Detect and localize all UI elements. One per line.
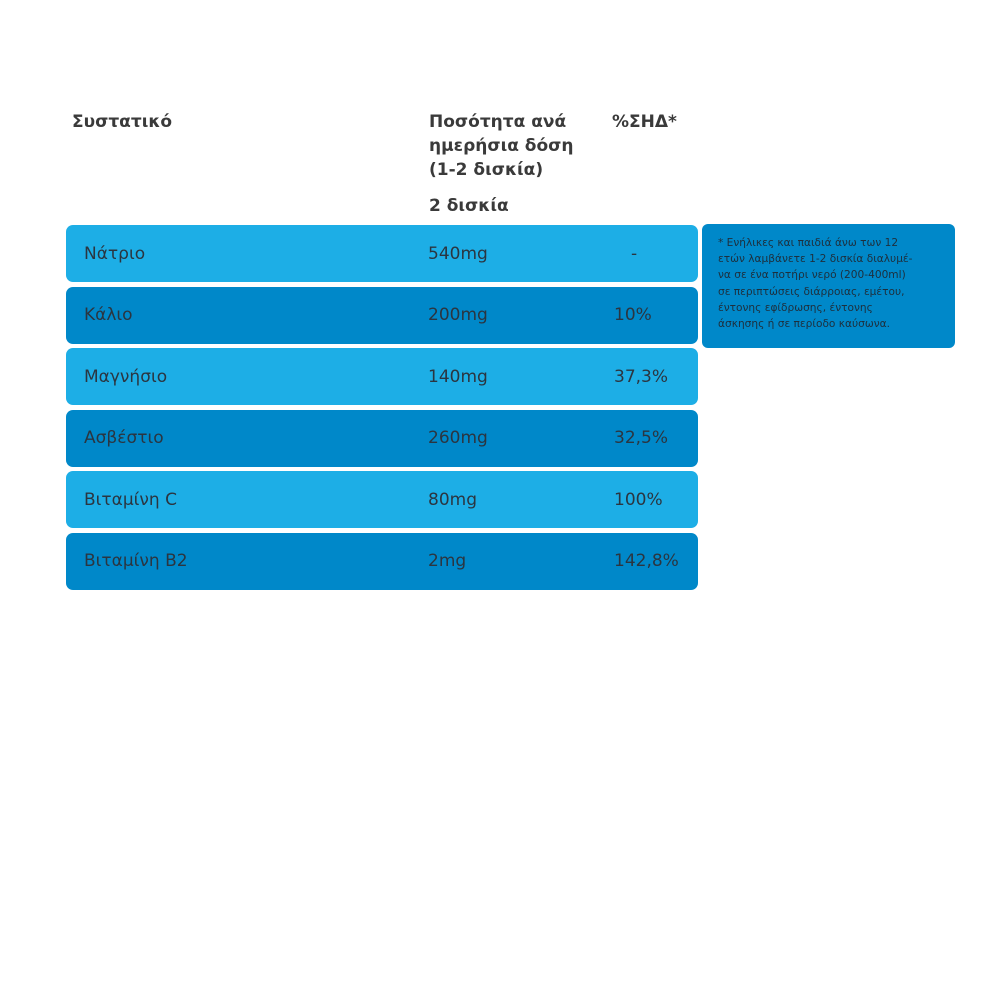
footnote-line: έντονης εφίδρωσης, έντονης: [718, 301, 873, 314]
footnote-line: να σε ένα ποτήρι νερό (200-400ml): [718, 269, 906, 282]
table-row: [66, 348, 698, 405]
ingredient-quantity: 540mg: [428, 243, 488, 264]
quantity-header-line: (1-2 δισκία): [429, 160, 544, 180]
quantity-header-line: Ποσότητα ανά: [429, 112, 567, 132]
rda-column-header: %ΣΗΔ*: [612, 112, 677, 132]
ingredient-name: Ασβέστιο: [84, 428, 164, 449]
ingredient-quantity: 260mg: [428, 428, 488, 449]
table-row: [66, 471, 698, 528]
ingredient-name: Μαγνήσιο: [84, 366, 168, 387]
footnote-line: * Ενήλικες και παιδιά άνω των 12: [718, 237, 899, 249]
ingredient-rda: 100%: [614, 489, 663, 510]
ingredient-name: Βιταμίνη C: [84, 489, 177, 510]
ingredient-rda: 10%: [614, 305, 652, 326]
quantity-column-header: [429, 110, 599, 182]
ingredient-quantity: 200mg: [428, 305, 488, 326]
ingredient-quantity: 2mg: [428, 551, 467, 572]
ingredient-quantity: 140mg: [428, 366, 488, 387]
ingredient-name: Βιταμίνη Β2: [84, 551, 188, 572]
ingredient-rda: -: [631, 243, 638, 264]
table-row: [66, 287, 698, 344]
ingredient-name: Νάτριο: [84, 243, 146, 264]
dose-subheader: 2 δισκία: [429, 196, 509, 216]
ingredient-rda: 37,3%: [614, 366, 669, 387]
ingredients-table: [66, 225, 698, 595]
quantity-header-line: ημερήσια δόση: [429, 136, 574, 156]
dosage-footnote-box: [702, 224, 955, 348]
footnote-line: σε περιπτώσεις διάρροιας, εμέτου,: [718, 285, 905, 298]
footnote-line: άσκησης ή σε περίοδο καύσωνα.: [718, 318, 890, 331]
ingredient-column-header: Συστατικό: [72, 112, 173, 132]
table-row: [66, 225, 698, 282]
ingredient-rda: 142,8%: [614, 551, 679, 572]
table-row: [66, 410, 698, 467]
ingredient-rda: 32,5%: [614, 428, 669, 449]
ingredient-quantity: 80mg: [428, 489, 477, 510]
table-row: [66, 533, 698, 590]
ingredient-name: Κάλιο: [84, 305, 133, 326]
footnote-line: ετών λαμβάνετε 1-2 δισκία διαλυμέ-: [718, 253, 913, 266]
